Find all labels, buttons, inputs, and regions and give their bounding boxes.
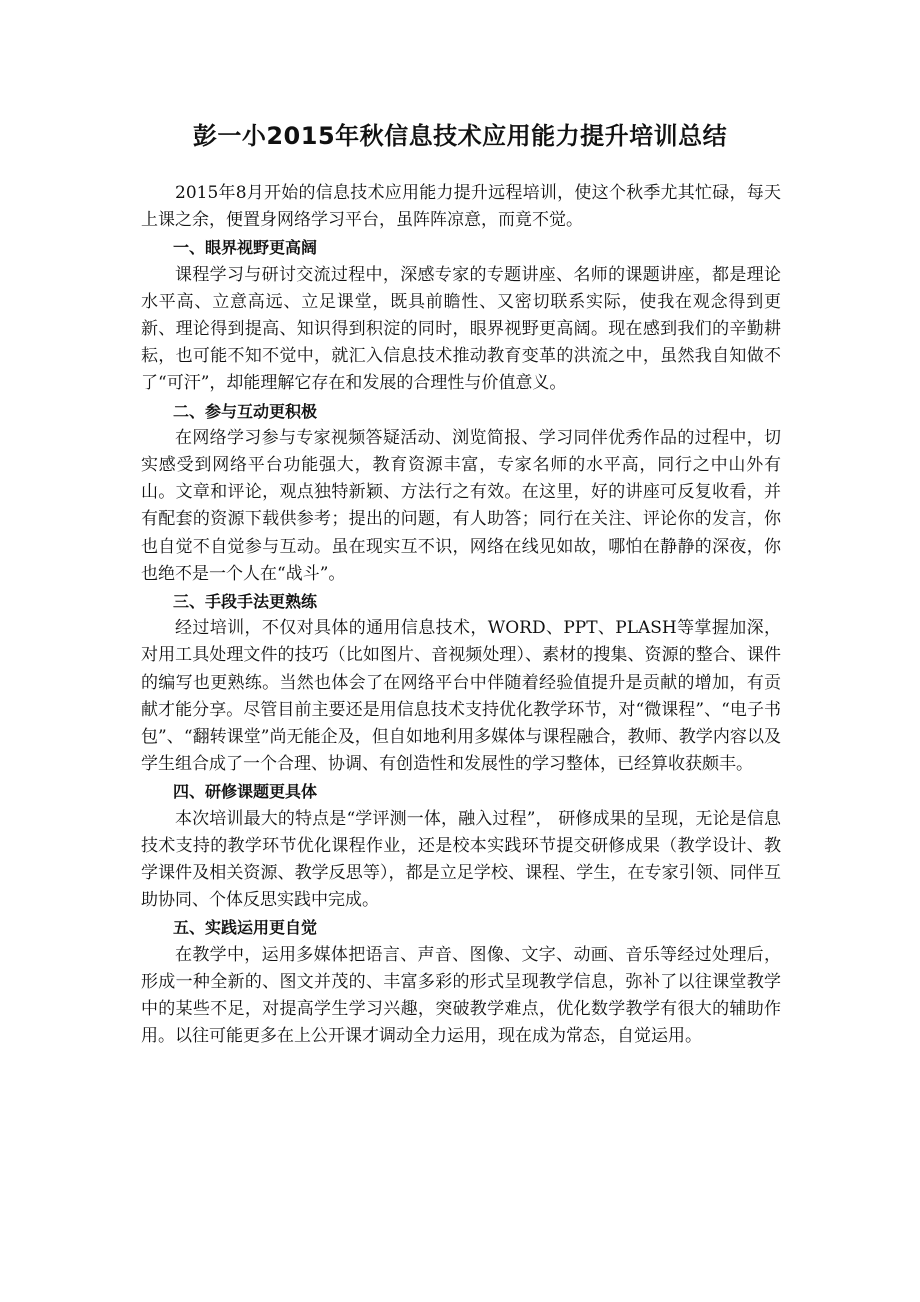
section-body-1: 课程学习与研讨交流过程中，深感专家的专题讲座、名师的课题讲座，都是理论水平高、立意高远、立足课堂，既具前瞻性、又密切联系实际，使我在观念得到更新、理论得到提高、知识得到积淀的同时，眼界视野更高阔。现在感到我们的辛勤耕耘，也可能不知不觉中，就汇入信息技术推动教育变革的洪流之中，虽然我自知做不了“可汗”，却能理解它存在和发展的合理性与价值意义。 xyxy=(141,264,781,394)
intro-paragraph: 2015年8月开始的信息技术应用能力提升远程培训，使这个秋季尤其忙碌，每天上课之余，便置身网络学习平台，虽阵阵凉意，而竟不觉。 xyxy=(141,183,781,231)
section-heading-4: 四、研修课题更具体 xyxy=(173,782,318,802)
document-body xyxy=(141,180,781,1051)
section-body-4: 本次培训最大的特点是“学评测一体，融入过程”， 研修成果的呈现，无论是信息技术支持的教学环节优化课程作业，还是校本实践环节提交研修成果（教学设计、教学课件及相关资源、教学反思等），都是立足学校、课程、学生，在专家引领、同伴互助协同、个体反思实践中完成。 xyxy=(141,808,781,911)
document-title: 彭一小2015年秋信息技术应用能力提升培训总结 xyxy=(192,122,728,150)
section-body-2: 在网络学习参与专家视频答疑活动、浏览简报、学习同伴优秀作品的过程中，切实感受到网络平台功能强大，教育资源丰富，专家名师的水平高，同行之中山外有山。文章和评论，观点独特新颖、方法行之有效。在这里，好的讲座可反复收看，并有配套的资源下载供参考；提出的问题，有人助答；同行在关注、评论你的发言，你也自觉不自觉参与互动。虽在现实互不识，网络在线见如故，哪怕在静静的深夜，你也绝不是一个人在“战斗”。 xyxy=(141,427,781,584)
section-body-3: 经过培训，不仅对具体的通用信息技术，WORD、PPT、PLASH等掌握加深，对用工具处理文件的技巧（比如图片、音视频处理）、素材的搜集、资源的整合、课件的编写也更熟练。当然也体会了在网络平台中伴随着经验值提升是贡献的增加，有贡献才能分享。尽管目前主要还是用信息技术支持优化教学环节，对“微课程”、“电子书包”、“翻转课堂”尚无能企及，但自如地利用多媒体与课程融合，教师、教学内容以及学生组合成了一个合理、协调、有创造性和发展性的学习整体，已经算收获颇丰。 xyxy=(141,618,781,775)
section-heading-5: 五、实践运用更自觉 xyxy=(173,918,318,938)
section-heading-2: 二、参与互动更积极 xyxy=(173,401,318,421)
section-body-5: 在教学中，运用多媒体把语言、声音、图像、文字、动画、音乐等经过处理后，形成一种全新的、图文并茂的、丰富多彩的形式呈现教学信息，弥补了以往课堂教学中的某些不足，对提高学生学习兴趣，突破教学难点，优化数学教学有很大的辅助作用。以往可能更多在上公开课才调动全力运用，现在成为常态，自觉运用。 xyxy=(141,944,781,1047)
section-heading-1: 一、眼界视野更高阔 xyxy=(173,238,318,258)
section-heading-3: 三、手段手法更熟练 xyxy=(173,592,318,612)
